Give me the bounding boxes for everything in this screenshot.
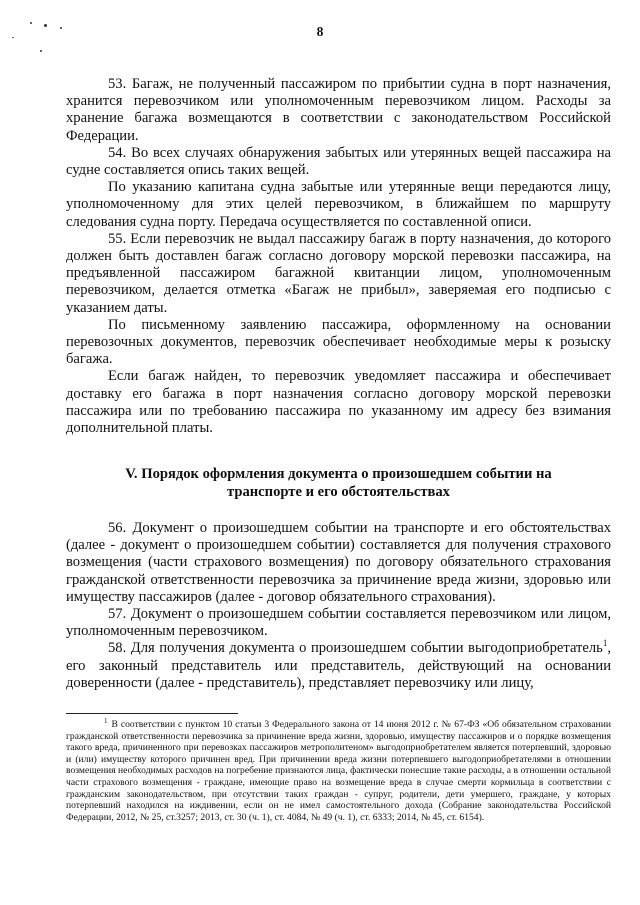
paragraph-54: 54. Во всех случаях обнаружения забытых или утерянных вещей пассажира на судне составляется опись таких вещей. (66, 144, 611, 179)
paragraph-58 (66, 640, 611, 692)
body-text-bottom (66, 520, 611, 692)
footnote-text (66, 719, 611, 823)
paragraph-56: 56. Документ о произошедшем событии на транспорте и его обстоятельствах (далее - документ о произошедшем событии) составляется для получения страхового возмещения (части страхового возмещения) по договору обязательного страхования гражданской ответственности перевозчика за причинение вреда жизни, здоровью или имуществу пассажиров (далее - договор обязательного страхования). (66, 520, 611, 605)
section-heading-line-2: транспорте и его обстоятельствах (227, 484, 450, 500)
footnote-body: В соответствии с пунктом 10 статьи 3 Федерального закона от 14 июня 2012 г. № 67-ФЗ «Об обязательном страховании гражданской ответственности перевозчика за причинение вреда жизни, здоровью, имуществу пассажиров и о порядке возмещения такого вреда, причиненного при перевозках пассажиров метрополитеном» выгодоприобретателем является потерпевший, здоровью и (или) имуществу которого причинен вред. При причинении вреда жизни потерпевшего выгодоприобретателями в отношении возмещения необходимых расходов на погребение признаются лица, фактически понесшие такие расходы, а в отношении остальной части страхового возмещения - граждане, имеющие право на возмещение вреда в случае смерти кормильца в соответствии с гражданским законодательством, при отсутствии таких граждан - супруг, родители, дети умершего, граждане, у которых потерпевший находился на иждивении, если он не имел самостоятельного дохода (Собрание законодательства Российской Федерации, 2012, № 25, ст.3257; 2013, ст. 30 (ч. 1), ст. 4084, № 49 (ч. 1), ст. 6333; 2014, № 45, ст. 6154). (66, 719, 611, 823)
section-heading (66, 465, 611, 501)
paragraph-53: 53. Багаж, не полученный пассажиром по прибытии судна в порт назначения, хранится перевозчиком или уполномоченным перевозчиком лицом. Расходы за хранение багажа возмещаются в соответствии с законодательством Российской Федерации. (66, 76, 611, 144)
footnote (66, 719, 611, 823)
footnote-mark: 1 (104, 717, 108, 725)
paragraph-55: 55. Если перевозчик не выдал пассажиру багаж в порту назначения, до которого должен быть доставлен багаж согласно договору морской перевозки пассажира, на предъявленной пассажиром багажной квитанции лицом, уполномоченным перевозчиком, делается отметка «Багаж не прибыл», заверяемая его подписью с указанием даты. (66, 230, 611, 316)
paragraph-55-found: Если багаж найден, то перевозчик уведомляет пассажира и обеспечивает доставку его багажа в порт назначения согласно договору морской перевозки пассажира или по требованию пассажира по указанному им адресу без взимания дополнительной платы. (66, 368, 611, 437)
paragraph-58-start: 58. Для получения документа о произошедшем событии выгодоприобретатель (108, 640, 603, 657)
scan-speck (40, 50, 42, 52)
footnote-divider (66, 713, 238, 714)
footnote-reference[interactable]: 1 (602, 638, 608, 649)
section-heading-line-1: V. Порядок оформления документа о произошедшем событии на (125, 466, 552, 482)
page-number: 8 (316, 24, 324, 39)
paragraph-58-end: , его законный представитель или представитель, действующий на основании доверенности (далее - представитель), представляет перевозчику или лицу, (66, 640, 611, 691)
paragraph-57: 57. Документ о произошедшем событии составляется перевозчиком или лицом, уполномоченным перевозчиком. (66, 606, 611, 640)
paragraph-55-search: По письменному заявлению пассажира, оформленному на основании перевозочных документов, перевозчик обеспечивает необходимые меры к розыску багажа. (66, 316, 611, 368)
body-text-top (66, 76, 611, 437)
paragraph-54-captain: По указанию капитана судна забытые или утерянные вещи передаются лицу, уполномоченному для этих целей перевозчиком, в ближайшем по маршруту следования судна порту. Передача осуществляется по составленной описи. (66, 179, 611, 230)
